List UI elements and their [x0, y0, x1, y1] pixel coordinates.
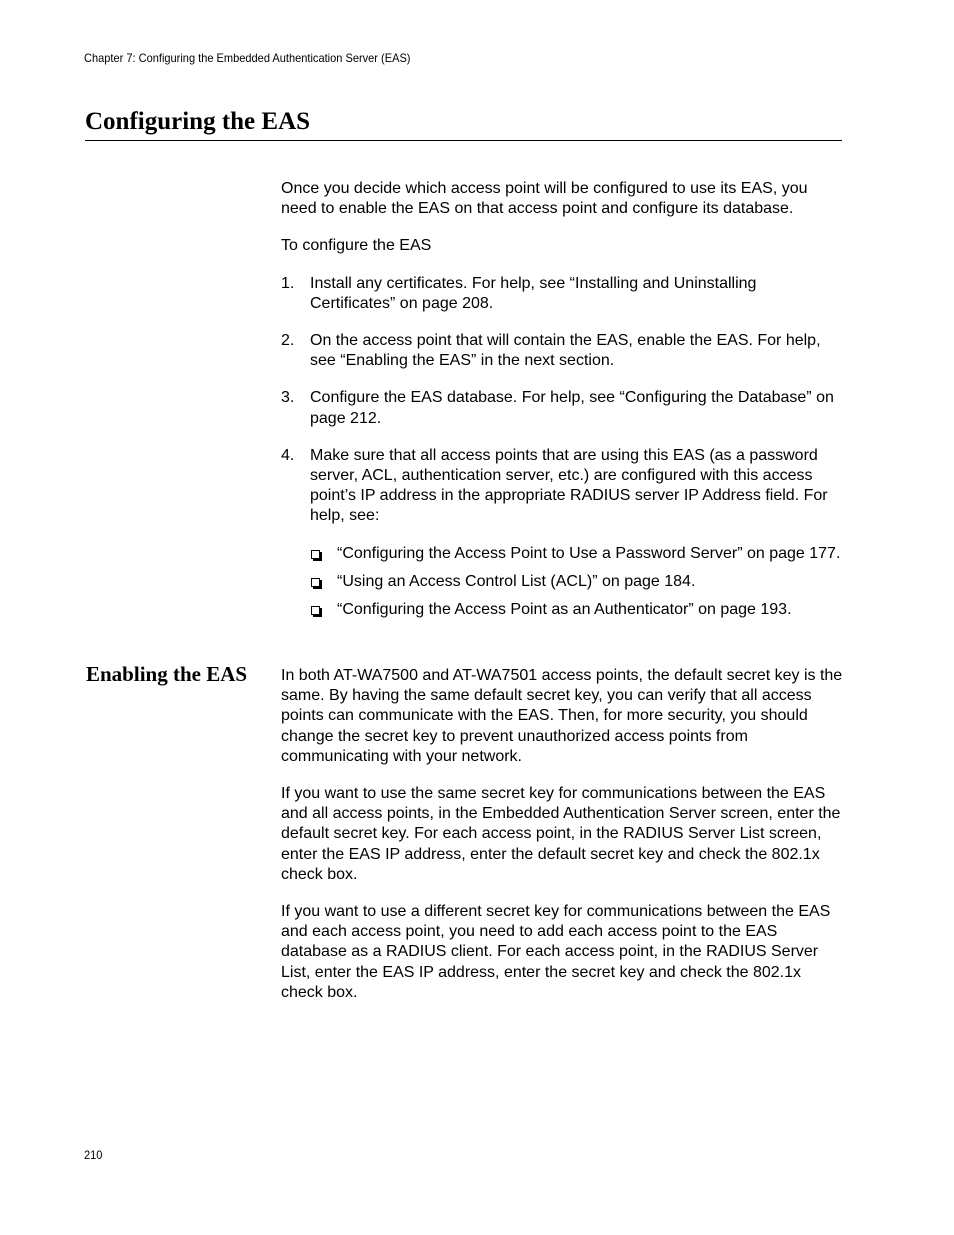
step-text: Configure the EAS database. For help, see “Configuring the Database” on page 212. [310, 389, 834, 427]
procedure-lead: To configure the EAS [281, 237, 432, 255]
checkbox-bullet-icon [311, 550, 320, 559]
reference-item [310, 572, 843, 592]
step-text: Make sure that all access points that are using this EAS (as a password server, ACL, authentication server, etc.) are configured with this access point’s IP address in the appropriate RADIUS server IP Address field. For help, see: [310, 446, 828, 525]
section-title: Configuring the EAS [85, 108, 311, 135]
running-header: Chapter 7: Configuring the Embedded Authentication Server (EAS) [84, 51, 411, 65]
step-text: On the access point that will contain the EAS, enable the EAS. For help, see “Enabling the EAS” in the next section. [310, 332, 821, 370]
step-text: Install any certificates. For help, see “Installing and Uninstalling Certificates” on page 208. [310, 274, 757, 312]
step-number: 1. [281, 274, 295, 292]
step-item [281, 446, 843, 620]
step-item [281, 331, 843, 371]
subsection-title: Enabling the EAS [86, 662, 248, 686]
checkbox-bullet-icon [311, 606, 320, 615]
step-number: 2. [281, 332, 295, 350]
reference-item [310, 600, 843, 620]
page-number: 210 [84, 1148, 103, 1162]
reference-item [310, 544, 843, 564]
reference-list [310, 544, 843, 621]
enabling-section-body [281, 666, 843, 1020]
reference-text: “Configuring the Access Point as an Authenticator” on page 193. [337, 601, 792, 619]
checkbox-bullet-icon [311, 578, 320, 587]
reference-text: “Configuring the Access Point to Use a Password Server” on page 177. [337, 544, 841, 562]
procedure-steps [281, 274, 843, 621]
step-item [281, 388, 843, 428]
body-paragraph: In both AT-WA7500 and AT-WA7501 access points, the default secret key is the same. By having the same default secret key, you can verify that all access points can communicate with the EAS. Then, for more security, you should change the secret key to prevent unauthorized access points from communicating with your network. [281, 667, 843, 765]
step-number: 4. [281, 446, 295, 464]
title-rule [85, 140, 842, 141]
intro-paragraph: Once you decide which access point will be configured to use its EAS, you need to enable the EAS on that access point and configure its database. [281, 180, 808, 218]
body-paragraph: If you want to use a different secret key for communications between the EAS and each access point, you need to add each access point to the EAS database as a RADIUS client. For each access point, in the RADIUS Server List, enter the EAS IP address, enter the secret key and check the 802.1x check box. [281, 903, 831, 1001]
step-number: 3. [281, 389, 295, 407]
body-paragraph: If you want to use the same secret key for communications between the EAS and all access points, in the Embedded Authentication Server screen, enter the default secret key. For each access point, in the RADIUS Server List screen, enter the EAS IP address, enter the default secret key and check the 802.1x check box. [281, 785, 841, 883]
step-item [281, 274, 843, 314]
configuring-section-body [281, 179, 843, 637]
reference-text: “Using an Access Control List (ACL)” on page 184. [337, 572, 696, 590]
